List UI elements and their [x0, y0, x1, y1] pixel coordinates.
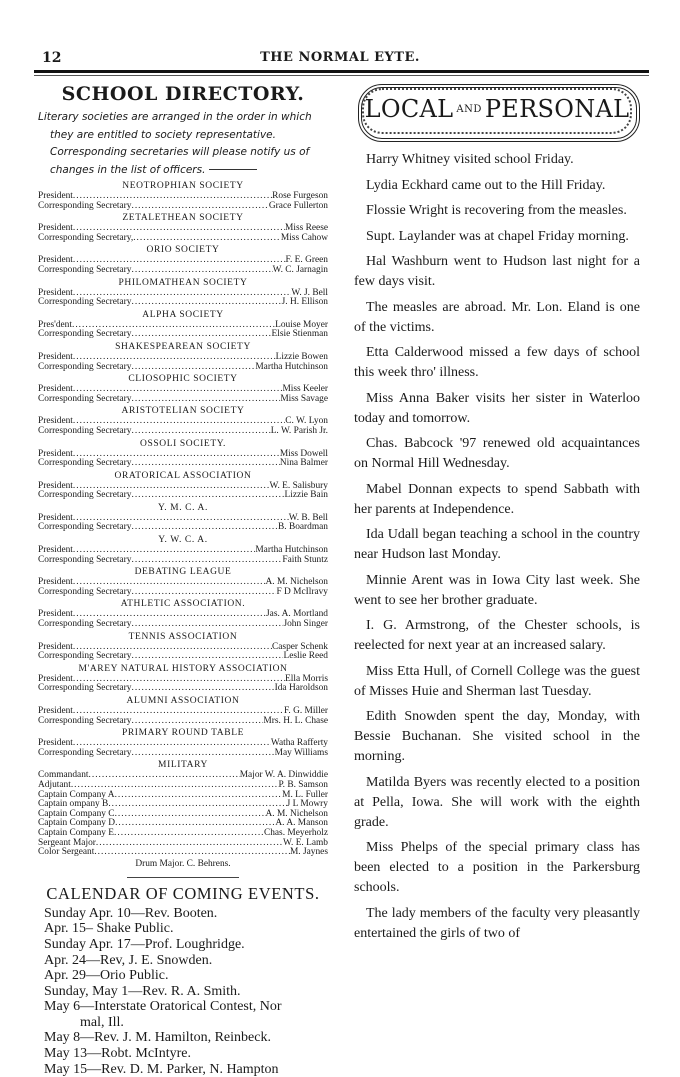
officer-name: W. E. Lamb — [283, 837, 328, 848]
officer-name: Nina Balmer — [279, 458, 328, 469]
drum-major: Drum Major. C. Behrens. — [135, 858, 231, 869]
officer-role: President — [38, 738, 73, 749]
officer-role: President — [38, 191, 73, 201]
organization-name: PRIMARY ROUND TABLE — [121, 728, 244, 739]
officer-role: Corresponding Secretary — [38, 200, 132, 211]
officer-name: Major W. A. Dinwiddie — [239, 770, 328, 781]
calendar-event-text: May 13—Robt. McIntyre. — [44, 1046, 191, 1062]
officer-role: Corresponding Secretary — [38, 683, 132, 694]
news-paragraph: Miss Etta Hull, of Cornell College was the guest of Misses Huie and Sherman last Tuesday. — [354, 663, 640, 699]
journal-title: THE NORMAL EYTE. — [260, 50, 420, 65]
news-paragraph: Supt. Laylander was at chapel Friday morning. — [366, 228, 629, 244]
leader-dots — [131, 395, 280, 405]
officer-name: M. L. Fuller — [282, 789, 328, 800]
officer-name: Miss Reese — [285, 223, 328, 234]
leader-dots — [114, 829, 264, 839]
leader-dots — [108, 800, 286, 810]
organization-block — [38, 341, 328, 372]
officer-role: President — [38, 287, 73, 298]
organization-block — [38, 277, 328, 308]
leader-dots — [131, 749, 274, 759]
local-personal-column — [354, 82, 640, 949]
news-paragraph: Matilda Byers was recently elected to a position at Pella, Iowa. She will work with the eighth grade. — [354, 774, 640, 830]
officer-name: Louise Moyer — [275, 319, 328, 330]
officer-row — [38, 588, 328, 598]
officer-row — [38, 202, 328, 212]
news-paragraph: Lydia Eckhard came out to the Hill Friday. — [366, 177, 606, 193]
officer-name: W. J. Bell — [291, 287, 328, 298]
officer-role: President — [38, 223, 73, 234]
officer-role: Corresponding Secretary — [38, 747, 132, 758]
organization-name: PHILOMATHEAN SOCIETY — [118, 277, 248, 288]
officer-role: Captain Company A — [38, 789, 115, 800]
calendar-event-continuation: mal, Ill. — [80, 1014, 124, 1030]
leader-dots — [131, 556, 282, 566]
leader-dots — [131, 330, 271, 340]
officer-role: Captain Company C — [38, 808, 115, 819]
officer-row — [38, 234, 328, 244]
organization-name: CLIOSOPHIC SOCIETY — [128, 374, 238, 385]
organization-block — [38, 180, 328, 211]
officer-name: Ida Haroldson — [274, 683, 328, 694]
calendar-event — [44, 984, 328, 1000]
organization-name: DEBATING LEAGUE — [134, 567, 232, 578]
calendar-event — [44, 953, 328, 969]
leader-dots — [131, 202, 268, 212]
page-header — [0, 0, 680, 70]
leader-dots — [131, 266, 272, 276]
officer-name: John Singer — [283, 619, 328, 630]
officer-role: President — [38, 384, 73, 395]
officer-name: F D McIlravy — [276, 586, 328, 597]
officer-role: President — [38, 480, 73, 491]
news-paragraph: Miss Phelps of the special primary class has been elected to a position in the Parkersburg schools. — [354, 840, 640, 895]
organization-name: ARISTOTELIAN SOCIETY — [121, 406, 245, 417]
leader-dots — [96, 839, 283, 849]
officer-role: Sergeant Major — [38, 837, 96, 848]
calendar-event — [44, 999, 328, 1030]
directory-title: SCHOOL DIRECTORY. — [61, 83, 305, 105]
officer-name: Jas. A. Mortland — [266, 609, 328, 620]
officer-row — [38, 427, 328, 437]
officer-name: Martha Hutchinson — [255, 545, 328, 556]
organization-name: ORATORICAL ASSOCIATION — [114, 470, 252, 481]
officer-name: Faith Stuntz — [282, 554, 328, 565]
leader-dots — [115, 810, 266, 820]
officer-row — [38, 491, 328, 501]
calendar-title: CALENDAR OF COMING EVENTS. — [46, 883, 320, 903]
organization-name: Y. M. C. A. — [158, 502, 208, 513]
calendar-event-text: Sunday Apr. 10—Rev. Booten. — [44, 905, 218, 921]
calendar-event — [44, 906, 328, 922]
leader-dots — [115, 791, 283, 801]
section-divider — [127, 877, 239, 878]
organization-block — [38, 405, 328, 436]
news-paragraph: Edith Snowden spent the day, Monday, with Bessie Buchanan. She visited school in the morning. — [354, 709, 640, 764]
officer-role: President — [38, 255, 73, 266]
officer-name: Chas. Meyerholz — [263, 827, 328, 838]
news-paragraph: The measles are abroad. Mr. Lon. Eland is one of the victims. — [354, 299, 640, 335]
officer-row — [38, 459, 328, 469]
school-directory-column — [38, 80, 328, 1077]
officer-role: President — [38, 416, 73, 427]
officer-role: President — [38, 641, 73, 652]
officer-role: Corresponding Secretary — [38, 715, 132, 726]
leader-dots — [133, 234, 281, 244]
calendar-list — [38, 906, 328, 1077]
officer-name: W. C. Jarnagin — [272, 264, 328, 275]
organization-block — [38, 373, 328, 404]
organization-block — [38, 598, 328, 629]
officer-name: Leslie Reed — [283, 651, 328, 662]
organization-name: ALUMNI ASSOCIATION — [126, 696, 240, 706]
calendar-event — [44, 1030, 328, 1046]
officer-role: Corresponding Secretary — [38, 522, 132, 533]
calendar-event-text: May 8—Rev. J. M. Hamilton, Reinbeck. — [44, 1030, 271, 1046]
officer-role: Corresponding Secretary — [38, 393, 132, 404]
directory-intro — [38, 109, 328, 179]
leader-dots — [131, 588, 276, 598]
banner-title: LOCAL $^{AND}$ PERSONAL — [364, 95, 630, 123]
organization-block — [38, 438, 328, 469]
organization-name: M'AREY NATURAL HISTORY ASSOCIATION — [78, 663, 288, 674]
officer-name: Miss Cahow — [280, 232, 328, 243]
directory-intro-text: Literary societies are arranged in the order in which they are entitled to society representative. Corresponding secretaries will please notify us of changes in the list of officers. — [38, 111, 312, 176]
officer-role: Adjutant — [38, 779, 71, 790]
header-rule-thin — [34, 75, 649, 76]
organization-block — [38, 212, 328, 243]
officer-row — [38, 298, 328, 308]
calendar-event-text: Apr. 15– Shake Public. — [44, 921, 174, 937]
organization-name: ORIO SOCIETY — [146, 245, 220, 256]
page-number: 12 — [42, 50, 62, 66]
officer-name: A. A. Manson — [275, 818, 328, 829]
intro-rule-divider — [209, 169, 257, 170]
officer-name: J L Mowry — [286, 799, 328, 810]
officer-name: Miss Keeler — [282, 384, 328, 395]
officer-role: Pres'dent — [38, 319, 72, 330]
officer-name: A. M. Nichelson — [265, 577, 328, 588]
calendar-event — [44, 968, 328, 984]
officer-row — [38, 848, 328, 858]
news-paragraph: I. G. Armstrong, of the Chester schools, is reelected for next year at an increased salary. — [354, 618, 640, 653]
officer-name: F. G. Miller — [283, 706, 328, 716]
officer-name: P. B. Samson — [278, 779, 328, 790]
calendar-event-text: Sunday, May 1—Rev. R. A. Smith. — [44, 983, 241, 999]
calendar-event — [44, 1046, 328, 1062]
officer-role: President — [38, 448, 73, 459]
leader-dots — [94, 848, 290, 858]
officer-role: Corresponding Secretary — [38, 264, 132, 275]
organization-name: TENNIS ASSOCIATION — [128, 631, 238, 642]
news-items — [354, 150, 640, 944]
leader-dots — [89, 771, 240, 781]
calendar-event — [44, 921, 328, 937]
leader-dots — [131, 459, 279, 469]
organization-block — [38, 309, 328, 340]
officer-role: President — [38, 706, 73, 716]
leader-dots — [131, 427, 270, 437]
calendar-event-text: Sunday Apr. 17—Prof. Loughridge. — [44, 936, 245, 952]
news-paragraph: Minnie Arent was in Iowa City last week. She went to see her brother graduate. — [354, 572, 640, 608]
officer-name: Rose Furgeson — [272, 191, 328, 201]
officer-role: President — [38, 351, 73, 362]
organization-block — [38, 695, 328, 726]
officer-name: Miss Savage — [280, 393, 328, 404]
officer-name: L. W. Parish Jr. — [270, 425, 328, 436]
news-paragraph: Etta Calderwood missed a few days of school this week thro' illness. — [354, 345, 640, 380]
organization-name: NEOTROPHIAN SOCIETY — [122, 181, 244, 191]
news-paragraph: Mabel Donnan expects to spend Sabbath with her parents at Independence. — [354, 481, 640, 517]
organization-block — [38, 566, 328, 597]
leader-dots — [131, 363, 255, 373]
officer-row — [38, 620, 328, 630]
officer-name: A. M. Nichelson — [265, 808, 328, 819]
officer-name: F. E. Green — [285, 255, 328, 266]
organization-block — [38, 663, 328, 694]
officer-role: Corresponding Secretary — [38, 458, 132, 469]
officer-row — [38, 749, 328, 759]
officer-role: President — [38, 577, 73, 588]
organization-block — [38, 534, 328, 565]
header-rule-thick — [34, 70, 649, 73]
organization-block — [38, 244, 328, 275]
leader-dots — [131, 717, 263, 727]
officer-name: M. Jaynes — [289, 847, 328, 858]
leader-dots — [131, 523, 278, 533]
organization-name: ATHLETIC ASSOCIATION. — [120, 599, 246, 610]
organization-block — [38, 727, 328, 758]
officer-role: Corresponding Secretary — [38, 297, 132, 308]
organization-name: OSSOLI SOCIETY. — [140, 438, 226, 449]
officer-role: President — [38, 609, 73, 620]
officer-role: Corresponding Secretary — [38, 329, 132, 340]
leader-dots — [131, 652, 283, 662]
organization-name: ALPHA SOCIETY — [142, 309, 224, 320]
leader-dots — [131, 491, 284, 501]
officer-name: C. W. Lyon — [285, 416, 328, 427]
officer-row — [38, 556, 328, 566]
local-personal-banner — [356, 82, 638, 140]
officer-row — [38, 684, 328, 694]
officer-role: Corresponding Secretary — [38, 554, 132, 565]
officer-role: Color Sergeant — [38, 847, 95, 858]
organization-name: ZETALETHEAN SOCIETY — [122, 213, 244, 224]
officer-row — [38, 652, 328, 662]
officer-name: B. Boardman — [278, 522, 328, 533]
officer-name: Watha Rafferty — [270, 738, 328, 749]
officer-row — [38, 330, 328, 340]
organization-block — [38, 502, 328, 533]
officer-role: President — [38, 545, 73, 556]
news-paragraph: Ida Udall began teaching a school in the country near Hudson last Monday. — [354, 527, 640, 562]
leader-dots — [115, 819, 275, 829]
officer-name: W. B. Bell — [288, 512, 328, 523]
calendar-event-text: Apr. 24—Rev, J. E. Snowden. — [44, 952, 213, 968]
calendar-event — [44, 937, 328, 953]
organization-block — [38, 631, 328, 662]
officer-name: Miss Dowell — [279, 448, 328, 459]
officer-name: Lizzie Bain — [284, 490, 328, 501]
officer-role: Corresponding Secretary — [38, 619, 132, 630]
officer-role: Captain Company E — [38, 827, 115, 838]
officer-name: Martha Hutchinson — [255, 361, 328, 372]
officer-row — [38, 717, 328, 727]
calendar-event-text: Apr. 29—Orio Public. — [44, 968, 169, 984]
officer-role: Corresponding Secretary — [38, 425, 132, 436]
officer-name: Lizzie Bowen — [275, 351, 328, 362]
organization-list — [38, 180, 328, 858]
officer-role: Captain Company D — [38, 818, 116, 829]
organization-block — [38, 759, 328, 857]
officer-role: Corresponding Secretary — [38, 651, 132, 662]
officer-name: Elsie Stienman — [271, 329, 328, 340]
news-paragraph: Flossie Wright is recovering from the measles. — [366, 203, 627, 218]
news-paragraph: Hal Washburn went to Hudson last night for a few days visit. — [354, 254, 640, 289]
officer-role: Corresponding Secretary — [38, 586, 132, 597]
officer-role: Corresponding Secretary — [38, 490, 132, 501]
organization-name: MILITARY — [158, 760, 208, 771]
officer-role: Commandant — [38, 770, 89, 781]
organization-name: SHAKESPEAREAN SOCIETY — [115, 341, 251, 352]
leader-dots — [131, 684, 274, 694]
officer-role: President — [38, 512, 73, 523]
officer-row — [38, 363, 328, 373]
officer-name: Casper Schenk — [272, 641, 328, 652]
leader-dots — [131, 298, 281, 308]
news-paragraph: The lady members of the faculty very pleasantly entertained the girls of two of — [354, 905, 640, 941]
news-paragraph: Harry Whitney visited school Friday. — [366, 152, 574, 167]
officer-name: May Williams — [274, 747, 328, 758]
organization-name: Y. W. C. A. — [158, 535, 208, 546]
officer-row — [38, 523, 328, 533]
officer-role: President — [38, 673, 73, 684]
calendar-event-text: May 15—Rev. D. M. Parker, N. Hampton — [44, 1061, 279, 1077]
officer-role: Corresponding Secretary — [38, 361, 132, 372]
organization-block — [38, 470, 328, 501]
officer-name: J. H. Ellison — [281, 297, 328, 308]
officer-name: W. E. Salisbury — [269, 480, 328, 491]
news-paragraph: Chas. Babcock '97 renewed old acquaintances on Normal Hill Wednesday. — [354, 436, 640, 471]
officer-role: Corresponding Secretary, — [38, 232, 134, 243]
officer-name: Mrs. H. L. Chase — [263, 715, 328, 726]
calendar-event — [44, 1062, 328, 1077]
officer-role: Captain ompany B — [38, 799, 109, 810]
calendar-event-text: May 6—Interstate Oratorical Contest, Nor — [44, 999, 282, 1015]
news-paragraph: Miss Anna Baker visits her sister in Waterloo today and tomorrow. — [354, 390, 640, 426]
officer-row — [38, 395, 328, 405]
officer-row — [38, 266, 328, 276]
officer-name: Ella Morris — [285, 673, 328, 684]
leader-dots — [131, 620, 283, 630]
officer-name: Grace Fullerton — [268, 200, 328, 211]
